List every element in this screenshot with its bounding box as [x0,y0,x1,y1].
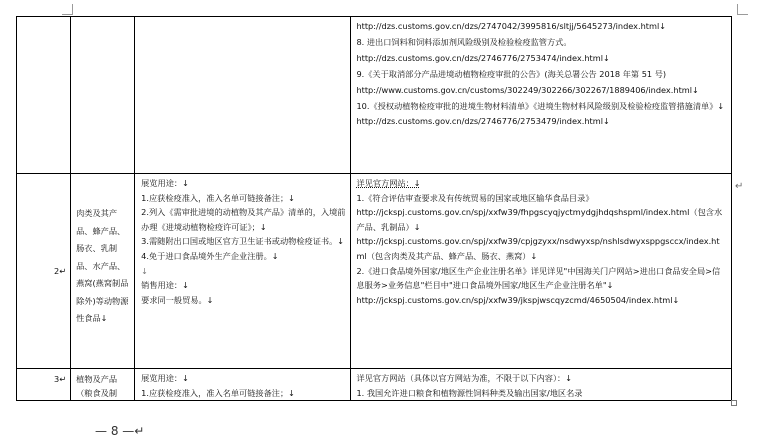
crop-mark-top-left [62,4,73,15]
usage-line: 1.应获检疫准入，准入名单可链接备注；↓ [141,387,296,398]
usage-line: 2.列入《需审批进境的动植物及其产品》清单的，入境前办理《进境动植物检疫许可证》；↓ [141,207,346,232]
usage-line: 销售用途：↓ [141,280,189,291]
item-line: 9.《关于取消部分产品进境动植物检疫审批的公告》(海关总署公告 2018 年第 51 号) [356,68,667,79]
usage-line: 展览用途：↓ [141,373,189,383]
table-row [17,174,732,369]
paragraph-mark-icon: ↵ [735,181,744,192]
table-row [17,17,732,174]
item-line: 8. 进出口饲料和饲料添加剂风险级别及检验检疫监管方式。 [356,36,572,47]
row-index-cell: 2↵ [17,174,71,369]
row-index-cell [17,17,71,174]
link-line[interactable]: http://jckspj.customs.gov.cn/spj/xxfw39/jkspjwscqyzcmd/4650504/index.html↓ [356,294,680,305]
category-text: 植物及产品（粮食及制 [76,374,118,398]
links-cell [351,369,732,401]
usage-line: 展览用途：↓ [141,178,189,188]
usage-line: 4.免于进口食品境外生产企业注册。↓ [141,250,279,261]
usage-line: 3.需随附出口国或地区官方卫生证书或动物检疫证书。↓ [141,236,345,247]
item-line: 2.《进口食品境外国家/地区生产企业注册名单》详见详见"中国海关门户网站>进出口食品安全局>信息服务>业务信息"栏目中"进口食品境外国家/地区生产企业注册名单"↓ [356,265,721,291]
link-line[interactable]: http://www.customs.gov.cn/customs/302249/302266/302267/1889406/index.html↓ [356,84,699,95]
item-line: 1.《符合评估审查要求及有传统贸易的国家或地区输华食品目录》 [356,192,594,203]
link-line[interactable]: http://dzs.customs.gov.cn/dzs/2746776/2753474/index.html↓ [356,52,610,63]
link-line[interactable]: http://dzs.customs.gov.cn/dzs/2747042/3995816/sltjj/5645273/index.html↓ [356,21,667,31]
item-line: 10.《授权动植物检疫审批的进境生物材料清单》《进境生物材料风险级别及检验检疫监管措施清单》↓ [356,100,725,111]
link-line[interactable]: http://jckspj.customs.gov.cn/spj/xxfw39/cpjgzyxx/nsdwyxsp/nshlsdwyxsppgsccx/index.html（包含肉类及其产品、蜂产品、肠衣、燕窝）↓ [356,236,720,261]
table-row [17,369,732,401]
row-index-cell: 3↵ [17,369,71,401]
usage-cell [135,174,351,369]
links-heading: 详见官方网站：↓ [356,178,421,188]
category-cell [71,17,135,174]
category-cell [71,174,135,369]
links-cell [351,17,732,174]
usage-line: 要求同一般贸易。↓ [141,294,214,305]
page-number: — 8 —↵ [95,424,145,438]
usage-line: 1.应获检疫准入，准入名单可链接备注；↓ [141,192,296,203]
crop-mark-top-right [737,4,748,15]
category-cell [71,369,135,401]
links-heading: 详见官方网站（具体以官方网站为准，不限于以下内容）：↓ [356,373,573,383]
category-text: 肉类及其产品、蜂产品、肠衣、乳制品、水产品、燕窝(燕窝制品除外)等动物源性食品↓ [76,208,129,323]
requirements-table [16,16,732,401]
links-cell [351,174,732,369]
item-line: 1. 我国允许进口粮食和植物源性饲料种类及输出国家/地区名录 [356,387,583,398]
usage-line: ↓ [141,265,149,276]
link-line[interactable]: http://dzs.customs.gov.cn/dzs/2746776/2753479/index.html↓ [356,116,610,127]
usage-cell [135,369,351,401]
table-resize-handle[interactable] [731,400,737,406]
link-line[interactable]: http://jckspj.customs.gov.cn/spj/xxfw39/fhpgscyqjyctmydgjhdqshspml/index.html（包含水产品、乳制品）↓ [356,207,723,232]
usage-cell [135,17,351,174]
